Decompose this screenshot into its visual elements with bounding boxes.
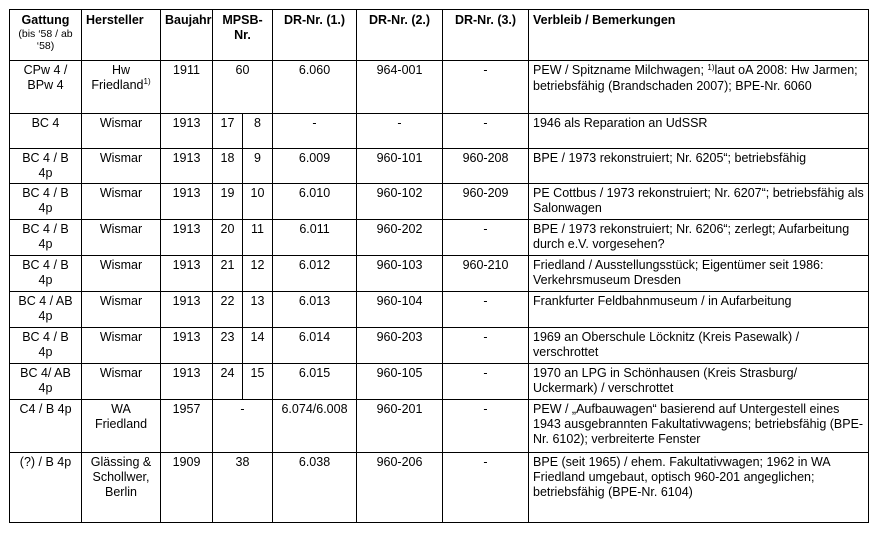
header-gattung-label: Gattung <box>21 13 70 27</box>
cell-mpsb-a: 18 <box>213 149 243 184</box>
cell-dr2: 960-201 <box>357 400 443 453</box>
cell-dr2: 960-104 <box>357 292 443 328</box>
cell-hersteller: Wismar <box>82 292 161 328</box>
cell-mpsb: 60 <box>213 61 273 114</box>
cell-dr1: 6.014 <box>273 328 357 364</box>
cell-hersteller: Wismar <box>82 328 161 364</box>
cell-dr2: 964-001 <box>357 61 443 114</box>
cell-mpsb-b: 8 <box>243 114 273 149</box>
table-row <box>10 114 869 149</box>
cell-mpsb-b: 14 <box>243 328 273 364</box>
cell-dr2: - <box>357 114 443 149</box>
cell-dr3: - <box>443 328 529 364</box>
cell-mpsb-a: 19 <box>213 184 243 220</box>
cell-dr3: 960-208 <box>443 149 529 184</box>
header-dr3: DR-Nr. (3.) <box>443 10 529 61</box>
cell-hersteller: WA Friedland <box>82 400 161 453</box>
cell-verbleib: BPE / 1973 rekonstruiert; Nr. 6205“; betriebsfähig <box>529 149 869 184</box>
cell-dr2: 960-103 <box>357 256 443 292</box>
cell-gattung: BC 4/ AB 4p <box>10 364 82 400</box>
cell-mpsb: - <box>213 400 273 453</box>
cell-verbleib-text-a: PEW / Spitzname Milchwagen; <box>533 63 708 77</box>
cell-hersteller: Wismar <box>82 220 161 256</box>
cell-mpsb-a: 20 <box>213 220 243 256</box>
cell-baujahr: 1913 <box>161 328 213 364</box>
table-row <box>10 453 869 523</box>
cell-mpsb-b: 10 <box>243 184 273 220</box>
table-row <box>10 364 869 400</box>
header-row <box>10 10 869 61</box>
cell-dr1: 6.012 <box>273 256 357 292</box>
cell-mpsb-b: 15 <box>243 364 273 400</box>
cell-dr1: 6.015 <box>273 364 357 400</box>
cell-dr3: - <box>443 220 529 256</box>
cell-baujahr: 1913 <box>161 364 213 400</box>
cell-gattung: BC 4 / B 4p <box>10 328 82 364</box>
cell-verbleib: PEW / „Aufbauwagen“ basierend auf Untergestell eines 1943 ausgebrannten Fakultativwagens; betriebsfähig (BPE-Nr. 6102); verbreiterte Fenster <box>529 400 869 453</box>
cell-verbleib: 1969 an Oberschule Löcknitz (Kreis Pasewalk) / verschrottet <box>529 328 869 364</box>
cell-gattung: CPw 4 / BPw 4 <box>10 61 82 114</box>
cell-mpsb-a: 22 <box>213 292 243 328</box>
cell-hersteller <box>82 61 161 114</box>
cell-dr1: - <box>273 114 357 149</box>
header-dr2: DR-Nr. (2.) <box>357 10 443 61</box>
cell-verbleib: PE Cottbus / 1973 rekonstruiert; Nr. 6207“; betriebsfähig als Salonwagen <box>529 184 869 220</box>
header-dr1: DR-Nr. (1.) <box>273 10 357 61</box>
cell-dr2: 960-203 <box>357 328 443 364</box>
table-row <box>10 149 869 184</box>
cell-dr1: 6.038 <box>273 453 357 523</box>
cell-dr1: 6.009 <box>273 149 357 184</box>
cell-dr2: 960-105 <box>357 364 443 400</box>
table-row <box>10 61 869 114</box>
cell-verbleib: BPE (seit 1965) / ehem. Fakultativwagen; 1962 in WA Friedland umgebaut, optisch 960-201 angeglichen; betriebsfähig (BPE-Nr. 6104) <box>529 453 869 523</box>
cell-baujahr: 1913 <box>161 184 213 220</box>
cell-hersteller: Wismar <box>82 256 161 292</box>
cell-mpsb-b: 13 <box>243 292 273 328</box>
cell-dr2: 960-101 <box>357 149 443 184</box>
cell-dr3: 960-209 <box>443 184 529 220</box>
cell-gattung: C4 / B 4p <box>10 400 82 453</box>
cell-hersteller: Wismar <box>82 149 161 184</box>
cell-baujahr: 1913 <box>161 220 213 256</box>
footnote-mark: 1) <box>707 63 715 72</box>
cell-dr3: - <box>443 453 529 523</box>
header-baujahr: Baujahr <box>161 10 213 61</box>
cell-dr2: 960-202 <box>357 220 443 256</box>
cell-baujahr: 1913 <box>161 292 213 328</box>
header-verbleib: Verbleib / Bemerkungen <box>529 10 869 61</box>
cell-baujahr: 1909 <box>161 453 213 523</box>
cell-dr3: - <box>443 61 529 114</box>
footnote-mark: 1) <box>143 76 151 86</box>
cell-hersteller: Wismar <box>82 364 161 400</box>
cell-dr1: 6.011 <box>273 220 357 256</box>
table-row <box>10 184 869 220</box>
cell-gattung: BC 4 / B 4p <box>10 220 82 256</box>
cell-dr3: - <box>443 400 529 453</box>
cell-dr1: 6.074/6.008 <box>273 400 357 453</box>
header-gattung <box>10 10 82 61</box>
cell-dr3: - <box>443 364 529 400</box>
cell-hersteller: Wismar <box>82 114 161 149</box>
railcar-table <box>9 9 869 523</box>
cell-mpsb-a: 24 <box>213 364 243 400</box>
cell-verbleib-text-b: laut oA 2008: Hw Jarmen; betriebsfähig (Brandschaden 2007); BPE-Nr. 6060 <box>533 63 858 93</box>
cell-dr3: 960-210 <box>443 256 529 292</box>
table-row <box>10 292 869 328</box>
cell-mpsb: 38 <box>213 453 273 523</box>
cell-mpsb-b: 12 <box>243 256 273 292</box>
cell-gattung: BC 4 / AB 4p <box>10 292 82 328</box>
cell-hersteller-text: Hw Friedland <box>91 63 144 92</box>
cell-baujahr: 1911 <box>161 61 213 114</box>
cell-gattung: BC 4 / B 4p <box>10 184 82 220</box>
cell-dr2: 960-206 <box>357 453 443 523</box>
cell-baujahr: 1913 <box>161 149 213 184</box>
table-row <box>10 400 869 453</box>
cell-dr1: 6.010 <box>273 184 357 220</box>
table-row <box>10 220 869 256</box>
cell-gattung: BC 4 <box>10 114 82 149</box>
header-hersteller: Hersteller <box>82 10 161 61</box>
header-gattung-sub: (bis ‘58 / ab ‘58) <box>18 28 73 52</box>
table-container <box>9 9 869 523</box>
cell-mpsb-b: 11 <box>243 220 273 256</box>
cell-baujahr: 1957 <box>161 400 213 453</box>
cell-dr3: - <box>443 114 529 149</box>
cell-gattung: BC 4 / B 4p <box>10 256 82 292</box>
cell-verbleib: 1970 an LPG in Schönhausen (Kreis Strasburg/ Uckermark) / verschrottet <box>529 364 869 400</box>
cell-dr1: 6.060 <box>273 61 357 114</box>
header-mpsb: MPSB-Nr. <box>213 10 273 61</box>
cell-gattung: BC 4 / B 4p <box>10 149 82 184</box>
cell-mpsb-b: 9 <box>243 149 273 184</box>
cell-dr1: 6.013 <box>273 292 357 328</box>
cell-hersteller: Glässing & Schollwer, Berlin <box>82 453 161 523</box>
cell-hersteller: Wismar <box>82 184 161 220</box>
cell-dr3: - <box>443 292 529 328</box>
cell-verbleib: BPE / 1973 rekonstruiert; Nr. 6206“; zerlegt; Aufarbeitung durch e.V. vorgesehen? <box>529 220 869 256</box>
cell-mpsb-a: 17 <box>213 114 243 149</box>
table-row <box>10 256 869 292</box>
cell-baujahr: 1913 <box>161 114 213 149</box>
cell-verbleib: Frankfurter Feldbahnmuseum / in Aufarbeitung <box>529 292 869 328</box>
cell-baujahr: 1913 <box>161 256 213 292</box>
cell-verbleib <box>529 61 869 114</box>
cell-verbleib: Friedland / Ausstellungsstück; Eigentümer seit 1986: Verkehrsmuseum Dresden <box>529 256 869 292</box>
cell-gattung: (?) / B 4p <box>10 453 82 523</box>
cell-mpsb-a: 21 <box>213 256 243 292</box>
table-row <box>10 328 869 364</box>
cell-verbleib: 1946 als Reparation an UdSSR <box>529 114 869 149</box>
cell-dr2: 960-102 <box>357 184 443 220</box>
cell-mpsb-a: 23 <box>213 328 243 364</box>
